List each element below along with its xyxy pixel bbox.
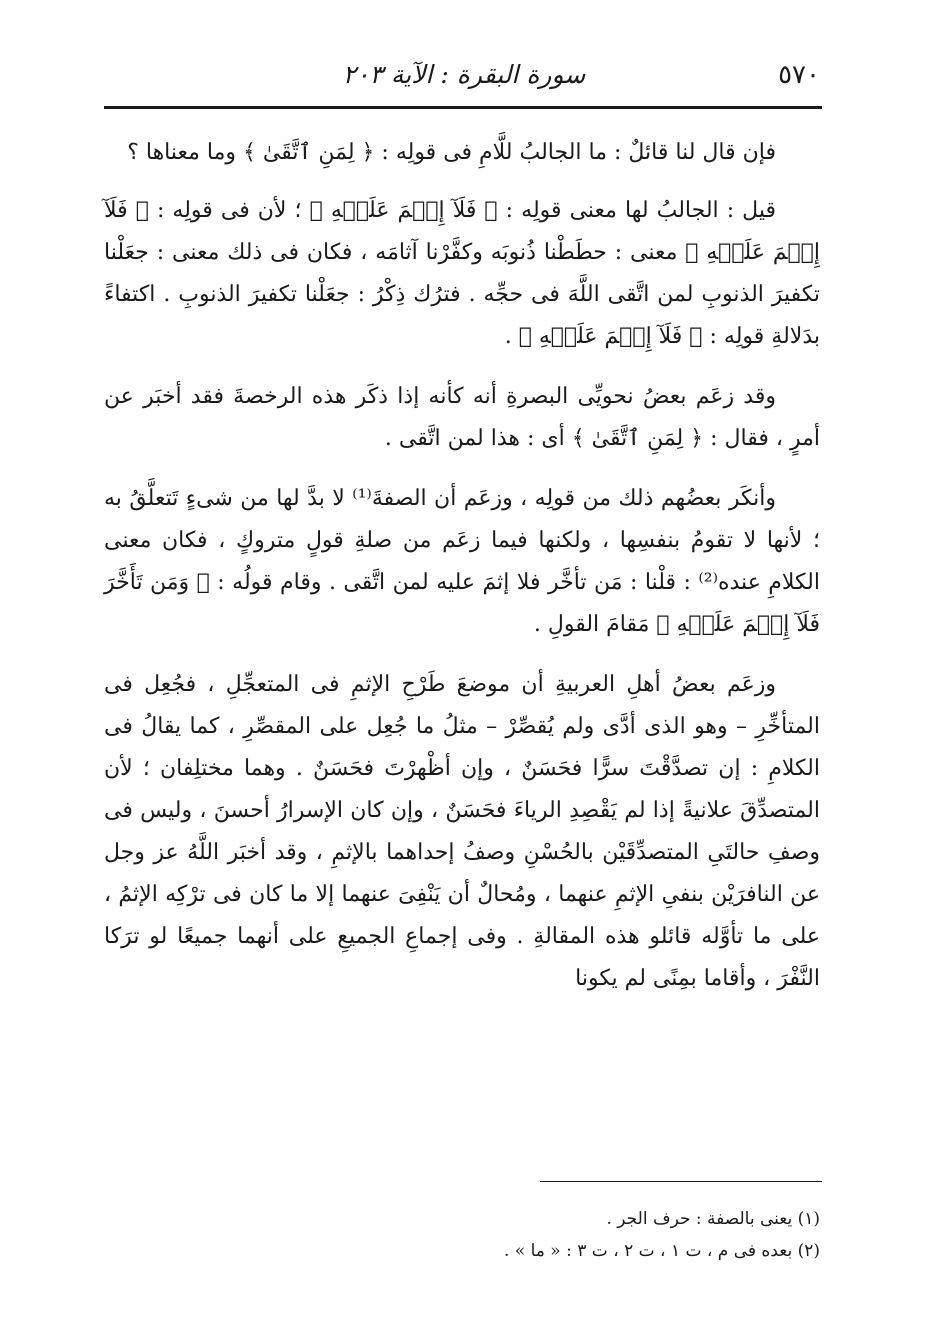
- page-number: ٥٧٠: [778, 60, 820, 90]
- main-text: [104, 132, 820, 1018]
- running-title: سورة البقرة : الآية ٢٠٣: [342, 60, 586, 89]
- page-header: [108, 52, 820, 100]
- header-divider: [104, 106, 822, 109]
- paragraph: فإن قال لنا قائلٌ : ما الجالبُ للَّامِ فى قولِه : ﴿ لِمَنِ ٱتَّقَىٰ ﴾ وما معناها ؟: [127, 140, 776, 165]
- paragraph: وزعَم بعضُ أهلِ العربيةِ أن موضعَ طَرْحِ الإثمِ فى المتعجِّلِ ، فجُعِل فى المتأخِّرِ – وهو الذى أدَّى ولم يُقصِّرْ – مثلُ ما جُعِل على المقصِّرِ ، كما يقالُ فى الكلامِ : إن تصدَّقْتَ سرًّا فحَسَنٌ ، وإن أظْهرْتَ فحَسَنٌ . وهما مختلِفان ؛ لأن المتصدِّقَ علانيةً إذا لم يَقْصِدِ الرياءَ فحَسَنٌ ، وإن كان الإسرارُ أحسنَ ، وليس فى وصفِ حالتَىِ المتصدِّقَيْن بالحُسْنِ وصفُ إحداهما بالإثمِ ، وقد أخبَر اللَّهُ عز وجل عن النافرَيْن بنفىِ الإثمِ عنهما ، ومُحالٌ أن يَنْفِىَ عنهما إلا ما كان فى ترْكِه الإثمُ ، على ما تأوَّله قائلو هذه المقالةِ . وفى إجماعِ الجميعِ على أنهما جميعًا لو ترَكا النَّفْرَ ، وأقاما بمِنًى لم يكونا: [104, 672, 820, 991]
- footnotes: [104, 1203, 820, 1267]
- footnote-divider: [540, 1181, 822, 1182]
- footnote: (١) يعنى بالصفة : حرف الجر .: [606, 1209, 820, 1229]
- paragraph: وقد زعَم بعضُ نحويِّى البصرةِ أنه كأنه إذا ذكَر هذه الرخصةَ فقد أخبَر عن أمرٍ ، فقال : ﴿ لِمَنِ ٱتَّقَىٰ ﴾ أى : هذا لمن اتَّقى .: [104, 384, 820, 451]
- footnote: (٢) بعده فى م ، ت ١ ، ت ٢ ، ت ٣ : « ما » .: [504, 1241, 820, 1261]
- paragraph: قيل : الجالبُ لها معنى قولِه : ﴿ فَلَآ إِثۡمَ عَلَيۡهِ ﴾ ؛ لأن فى قولِه : ﴿ فَلَآ إِثۡمَ عَلَيۡهِ ﴾ معنى : حطَطْنا ذُنوبَه وكفَّرْنا آثامَه ، فكان فى ذلك معنى : جعَلْنا تكفيرَ الذنوبِ لمن اتَّقى اللَّهَ فى حجِّه . فترُك ذِكْرُ : جعَلْنا تكفيرَ الذنوبِ . اكتفاءً بدَلالةِ قولِه : ﴿ فَلَآ إِثۡمَ عَلَيۡهِ ﴾ .: [104, 198, 820, 349]
- paragraph: وأنكَر بعضُهم ذلك من قولِه ، وزعَم أن الصفةَ⁽¹⁾ لا بدَّ لها من شىءٍ تَتعلَّقُ به ؛ لأنها لا تقومُ بنفسِها ، ولكنها فيما زعَم من صلةِ قولٍ متروكٍ ، فكان معنى الكلامِ عنده⁽²⁾ : قلْنا : مَن تأخَّر فلا إثمَ عليه لمن اتَّقى . وقام قولُه : ﴿ وَمَن تَأَخَّرَ فَلَآ إِثۡمَ عَلَيۡهِ ﴾ مَقامَ القولِ .: [104, 486, 820, 637]
